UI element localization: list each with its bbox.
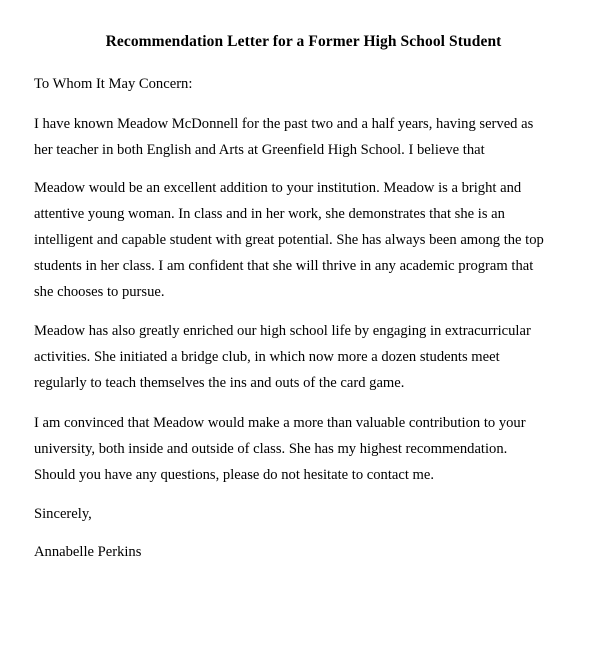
paragraph-line: university, both inside and outside of class. She has my highest recommendation. [34,441,508,457]
paragraph-line: Meadow has also greatly enriched our high school life by engaging in extracurricular [34,323,531,339]
signature-name: Annabelle Perkins [34,544,142,560]
paragraph-line: Should you have any questions, please do not hesitate to contact me. [34,467,435,483]
paragraph-extracurricular [34,321,594,399]
closing-text: Sincerely, [34,506,92,522]
salutation-text: To Whom It May Concern: [34,76,193,92]
paragraph-line: regularly to teach themselves the ins and outs of the card game. [34,375,405,391]
paragraph-line: Meadow would be an excellent addition to your institution. Meadow is a bright and [34,180,522,196]
paragraph-line: I am convinced that Meadow would make a more than valuable contribution to your [34,415,526,431]
salutation [34,74,594,100]
paragraph-line: I have known Meadow McDonnell for the past two and a half years, having served as [34,116,534,132]
paragraph-line: students in her class. I am confident that she will thrive in any academic program that [34,258,534,274]
paragraph-qualities [34,178,594,308]
paragraph-line: intelligent and capable student with great potential. She has always been among the top [34,232,544,248]
paragraph-introduction [34,114,594,166]
paragraph-line: her teacher in both English and Arts at Greenfield High School. I believe that [34,142,485,158]
paragraph-conclusion [34,413,594,491]
letter-title: Recommendation Letter for a Former High School Student [105,33,502,50]
closing [34,504,594,530]
paragraph-line: attentive young woman. In class and in her work, she demonstrates that she is an [34,206,505,222]
paragraph-line: activities. She initiated a bridge club, in which now more a dozen students meet [34,349,500,365]
paragraph-line: she chooses to pursue. [34,284,165,300]
signature [34,542,594,568]
